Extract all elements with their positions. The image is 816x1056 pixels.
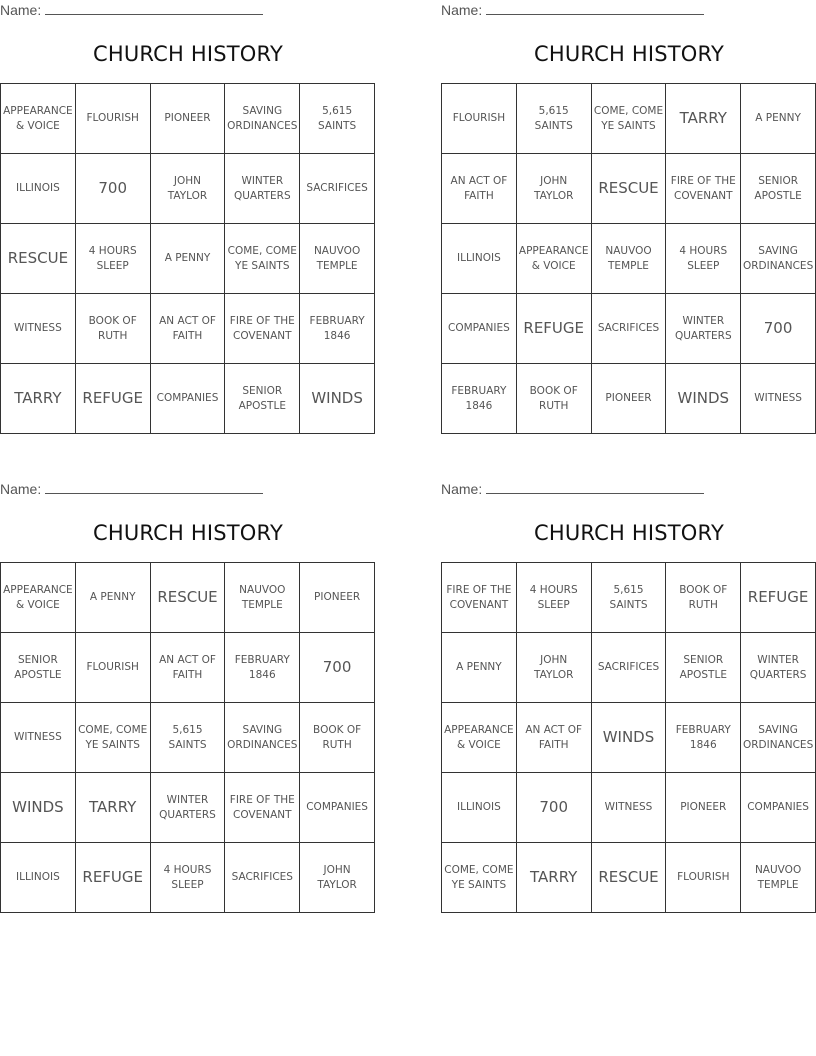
bingo-cell: WINTER QUARTERS <box>741 633 816 703</box>
bingo-cell: RESCUE <box>592 843 667 913</box>
bingo-cell: FEBRUARY 1846 <box>225 633 300 703</box>
bingo-cell: 4 HOURS SLEEP <box>76 224 151 294</box>
bingo-cell: REFUGE <box>741 563 816 633</box>
bingo-cell: WITNESS <box>741 364 816 434</box>
bingo-cell: 5,615 SAINTS <box>151 703 226 773</box>
bingo-cell: PIONEER <box>300 563 375 633</box>
bingo-grid <box>441 562 816 913</box>
bingo-cell: REFUGE <box>517 294 592 364</box>
bingo-cell: FIRE OF THE COVENANT <box>225 773 300 843</box>
bingo-cell: 700 <box>76 154 151 224</box>
bingo-cell: SACRIFICES <box>592 294 667 364</box>
bingo-cell: COME, COME YE SAINTS <box>76 703 151 773</box>
name-blank-line <box>45 481 263 494</box>
bingo-cell: WINDS <box>1 773 76 843</box>
bingo-cell: COMPANIES <box>151 364 226 434</box>
bingo-cell: SAVING ORDINANCES <box>225 84 300 154</box>
bingo-cell: WINDS <box>592 703 667 773</box>
bingo-cell: 4 HOURS SLEEP <box>517 563 592 633</box>
bingo-cell: REFUGE <box>76 364 151 434</box>
bingo-cell: A PENNY <box>151 224 226 294</box>
name-row <box>0 2 263 20</box>
bingo-cell: 5,615 SAINTS <box>300 84 375 154</box>
bingo-cell: REFUGE <box>76 843 151 913</box>
bingo-cell: A PENNY <box>442 633 517 703</box>
bingo-cell: 5,615 SAINTS <box>517 84 592 154</box>
bingo-cell: 700 <box>741 294 816 364</box>
bingo-cell: SACRIFICES <box>592 633 667 703</box>
bingo-cell: A PENNY <box>741 84 816 154</box>
bingo-cell: PIONEER <box>592 364 667 434</box>
bingo-cell: RESCUE <box>151 563 226 633</box>
name-blank-line <box>486 2 704 15</box>
bingo-cell: JOHN TAYLOR <box>517 633 592 703</box>
bingo-cell: WINDS <box>666 364 741 434</box>
bingo-cell: JOHN TAYLOR <box>151 154 226 224</box>
bingo-cell: NAUVOO TEMPLE <box>300 224 375 294</box>
bingo-cell: WITNESS <box>1 294 76 364</box>
bingo-grid <box>0 562 375 913</box>
bingo-cell: 700 <box>300 633 375 703</box>
name-label: Name: <box>441 2 483 18</box>
bingo-cell: SAVING ORDINANCES <box>741 703 816 773</box>
bingo-cell: JOHN TAYLOR <box>517 154 592 224</box>
bingo-cell: FLOURISH <box>442 84 517 154</box>
bingo-cell: APPEARANCE & VOICE <box>517 224 592 294</box>
bingo-cell: FLOURISH <box>76 84 151 154</box>
bingo-cell: PIONEER <box>151 84 226 154</box>
bingo-cell: A PENNY <box>76 563 151 633</box>
name-blank-line <box>45 2 263 15</box>
card-title: CHURCH HISTORY <box>92 521 284 545</box>
bingo-cell: COMPANIES <box>442 294 517 364</box>
bingo-cell: NAUVOO TEMPLE <box>225 563 300 633</box>
bingo-cell: BOOK OF RUTH <box>666 563 741 633</box>
bingo-cell: 5,615 SAINTS <box>592 563 667 633</box>
bingo-grid <box>0 83 375 434</box>
bingo-cell: COME, COME YE SAINTS <box>592 84 667 154</box>
bingo-cell: 4 HOURS SLEEP <box>666 224 741 294</box>
bingo-cell: FIRE OF THE COVENANT <box>225 294 300 364</box>
bingo-cell: BOOK OF RUTH <box>76 294 151 364</box>
bingo-cell: WINTER QUARTERS <box>225 154 300 224</box>
name-row <box>441 481 704 499</box>
bingo-cell: ILLINOIS <box>442 773 517 843</box>
bingo-cell: APPEARANCE & VOICE <box>1 84 76 154</box>
bingo-cell: PIONEER <box>666 773 741 843</box>
bingo-grid <box>441 83 816 434</box>
bingo-cell: BOOK OF RUTH <box>517 364 592 434</box>
bingo-cell: 700 <box>517 773 592 843</box>
bingo-cell: NAUVOO TEMPLE <box>741 843 816 913</box>
bingo-cell: ILLINOIS <box>1 843 76 913</box>
bingo-cell: JOHN TAYLOR <box>300 843 375 913</box>
bingo-cell: COME, COME YE SAINTS <box>225 224 300 294</box>
bingo-cell: FEBRUARY 1846 <box>666 703 741 773</box>
bingo-cell: APPEARANCE & VOICE <box>442 703 517 773</box>
bingo-cell: COMPANIES <box>741 773 816 843</box>
bingo-cell: 4 HOURS SLEEP <box>151 843 226 913</box>
bingo-cell: BOOK OF RUTH <box>300 703 375 773</box>
bingo-cell: TARRY <box>76 773 151 843</box>
card-title: CHURCH HISTORY <box>533 42 725 66</box>
bingo-cell: SENIOR APOSTLE <box>1 633 76 703</box>
card-title: CHURCH HISTORY <box>92 42 284 66</box>
bingo-cell: NAUVOO TEMPLE <box>592 224 667 294</box>
name-blank-line <box>486 481 704 494</box>
bingo-cell: WINTER QUARTERS <box>151 773 226 843</box>
bingo-cell: SENIOR APOSTLE <box>225 364 300 434</box>
name-label: Name: <box>0 2 42 18</box>
bingo-cell: FEBRUARY 1846 <box>300 294 375 364</box>
bingo-cell: AN ACT OF FAITH <box>151 294 226 364</box>
bingo-cell: FLOURISH <box>666 843 741 913</box>
bingo-cell: ILLINOIS <box>1 154 76 224</box>
bingo-cell: APPEARANCE & VOICE <box>1 563 76 633</box>
bingo-cell: SACRIFICES <box>225 843 300 913</box>
bingo-cell: TARRY <box>1 364 76 434</box>
bingo-cell: AN ACT OF FAITH <box>442 154 517 224</box>
bingo-cell: WINTER QUARTERS <box>666 294 741 364</box>
bingo-cell: FIRE OF THE COVENANT <box>442 563 517 633</box>
bingo-cell: WITNESS <box>592 773 667 843</box>
bingo-cell: AN ACT OF FAITH <box>517 703 592 773</box>
bingo-cell: COMPANIES <box>300 773 375 843</box>
name-row <box>441 2 704 20</box>
bingo-cell: FEBRUARY 1846 <box>442 364 517 434</box>
card-title: CHURCH HISTORY <box>533 521 725 545</box>
bingo-cell: SAVING ORDINANCES <box>741 224 816 294</box>
bingo-cell: SENIOR APOSTLE <box>741 154 816 224</box>
name-row <box>0 481 263 499</box>
bingo-cell: AN ACT OF FAITH <box>151 633 226 703</box>
bingo-cell: FLOURISH <box>76 633 151 703</box>
bingo-cell: SACRIFICES <box>300 154 375 224</box>
bingo-cell: SAVING ORDINANCES <box>225 703 300 773</box>
name-label: Name: <box>441 481 483 497</box>
bingo-cell: FIRE OF THE COVENANT <box>666 154 741 224</box>
bingo-cell: ILLINOIS <box>442 224 517 294</box>
bingo-cell: TARRY <box>517 843 592 913</box>
name-label: Name: <box>0 481 42 497</box>
bingo-cell: WITNESS <box>1 703 76 773</box>
bingo-cell: TARRY <box>666 84 741 154</box>
bingo-cell: SENIOR APOSTLE <box>666 633 741 703</box>
bingo-cell: WINDS <box>300 364 375 434</box>
bingo-cell: COME, COME YE SAINTS <box>442 843 517 913</box>
bingo-cell: RESCUE <box>1 224 76 294</box>
bingo-cell: RESCUE <box>592 154 667 224</box>
